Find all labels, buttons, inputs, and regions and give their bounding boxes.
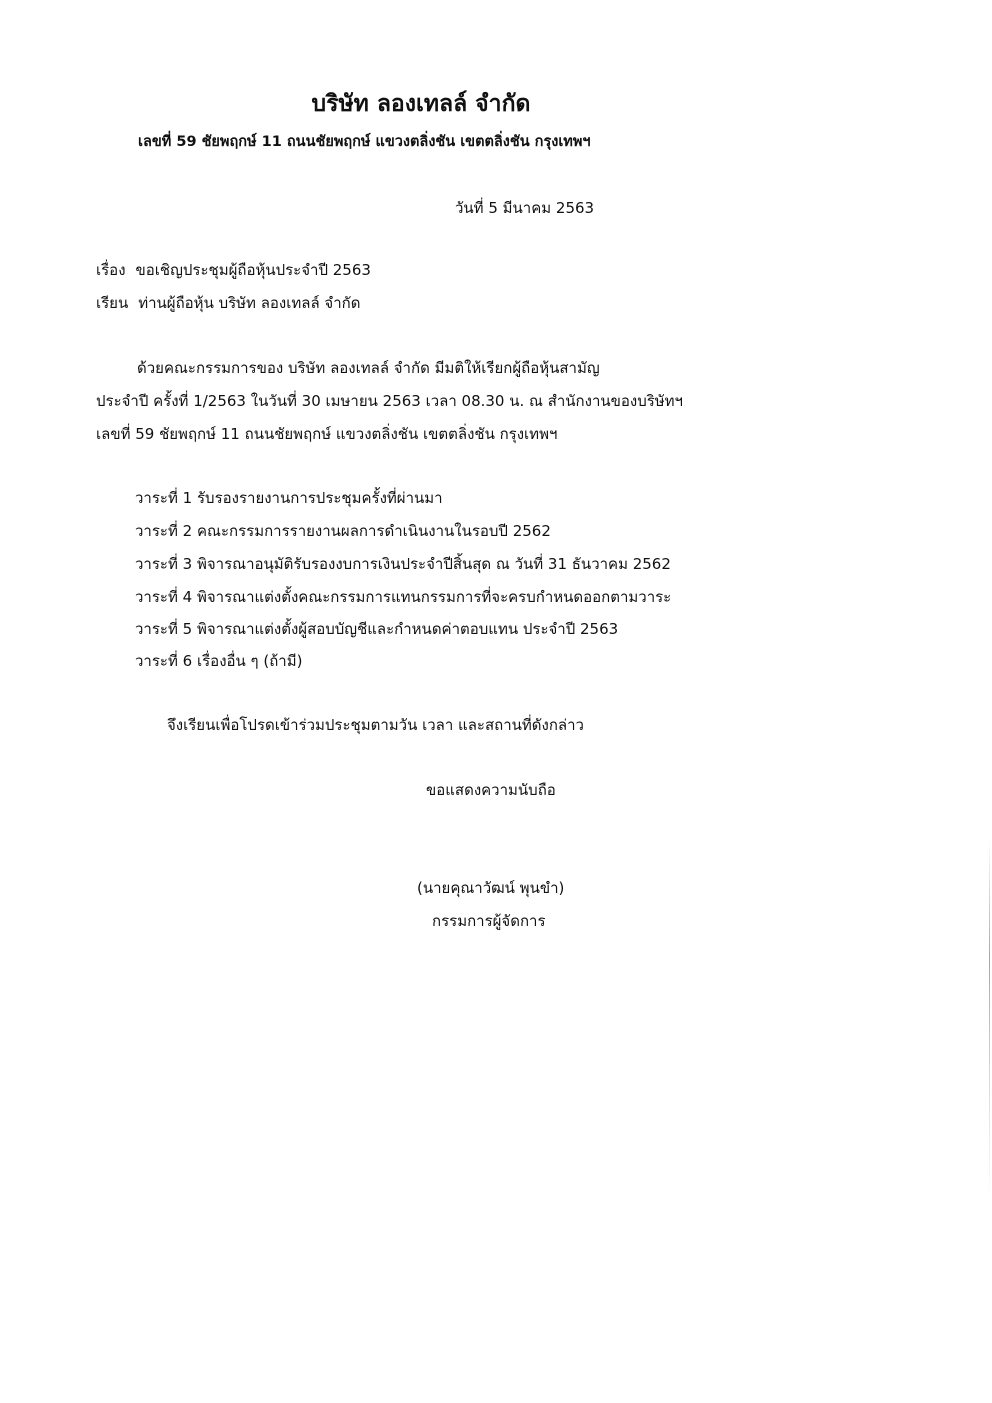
body-paragraph-line-1: ด้วยคณะกรรมการของ บริษัท ลองเทลล์ จำกัด มีมติให้เรียกผู้ถือหุ้นสามัญ [137,359,600,377]
agenda-number: วาระที่ 1 [135,489,193,507]
closing-sentence: จึงเรียนเพื่อโปรดเข้าร่วมประชุมตามวัน เวลา และสถานที่ดังกล่าว [167,716,584,734]
letter-date: วันที่ 5 มีนาคม 2563 [455,199,595,217]
signer-title: กรรมการผู้จัดการ [432,912,546,930]
body-paragraph-line-2: ประจำปี ครั้งที่ 1/2563 ในวันที่ 30 เมษายน 2563 เวลา 08.30 น. ณ สำนักงานของบริษัทฯ [96,392,683,410]
agenda-text: พิจารณาอนุมัติรับรองงบการเงินประจำปีสิ้นสุด ณ วันที่ 31 ธันวาคม 2562 [197,555,671,573]
scan-edge-shadow [989,840,990,1200]
agenda-item [135,585,671,609]
agenda-number: วาระที่ 4 [135,588,193,606]
agenda-text: คณะกรรมการรายงานผลการดำเนินงานในรอบปี 2562 [197,522,551,540]
agenda-text: รับรองรายงานการประชุมครั้งที่ผ่านมา [197,489,443,507]
agenda-text: พิจารณาแต่งตั้งคณะกรรมการแทนกรรมการที่จะครบกำหนดออกตามวาระ [197,588,672,606]
company-name: บริษัท ลองเทลล์ จำกัด [311,91,531,117]
recipient-label: เรียน [96,294,129,312]
company-address: เลขที่ 59 ชัยพฤกษ์ 11 ถนนชัยพฤกษ์ แขวงตลิ่งชัน เขตตลิ่งชัน กรุงเทพฯ [138,134,591,150]
agenda-text: เรื่องอื่น ๆ (ถ้ามี) [197,652,303,670]
subject-text: ขอเชิญประชุมผู้ถือหุ้นประจำปี 2563 [135,261,371,279]
subject-line [96,258,371,282]
agenda-item [135,617,618,641]
regards-line: ขอแสดงความนับถือ [426,781,556,799]
agenda-item [135,519,551,543]
agenda-number: วาระที่ 2 [135,522,193,540]
recipient-text: ท่านผู้ถือหุ้น บริษัท ลองเทลล์ จำกัด [138,294,361,312]
body-paragraph-line-3: เลขที่ 59 ชัยพฤกษ์ 11 ถนนชัยพฤกษ์ แขวงตลิ่งชัน เขตตลิ่งชัน กรุงเทพฯ [96,425,558,443]
agenda-item [135,552,671,576]
agenda-number: วาระที่ 3 [135,555,193,573]
agenda-item [135,486,443,510]
agenda-text: พิจารณาแต่งตั้งผู้สอบบัญชีและกำหนดค่าตอบแทน ประจำปี 2563 [197,620,619,638]
agenda-item [135,649,302,673]
agenda-number: วาระที่ 6 [135,652,193,670]
agenda-number: วาระที่ 5 [135,620,193,638]
signer-name: (นายคุณาวัฒน์ พุนขำ) [417,879,565,897]
recipient-line [96,291,360,315]
subject-label: เรื่อง [96,261,126,279]
